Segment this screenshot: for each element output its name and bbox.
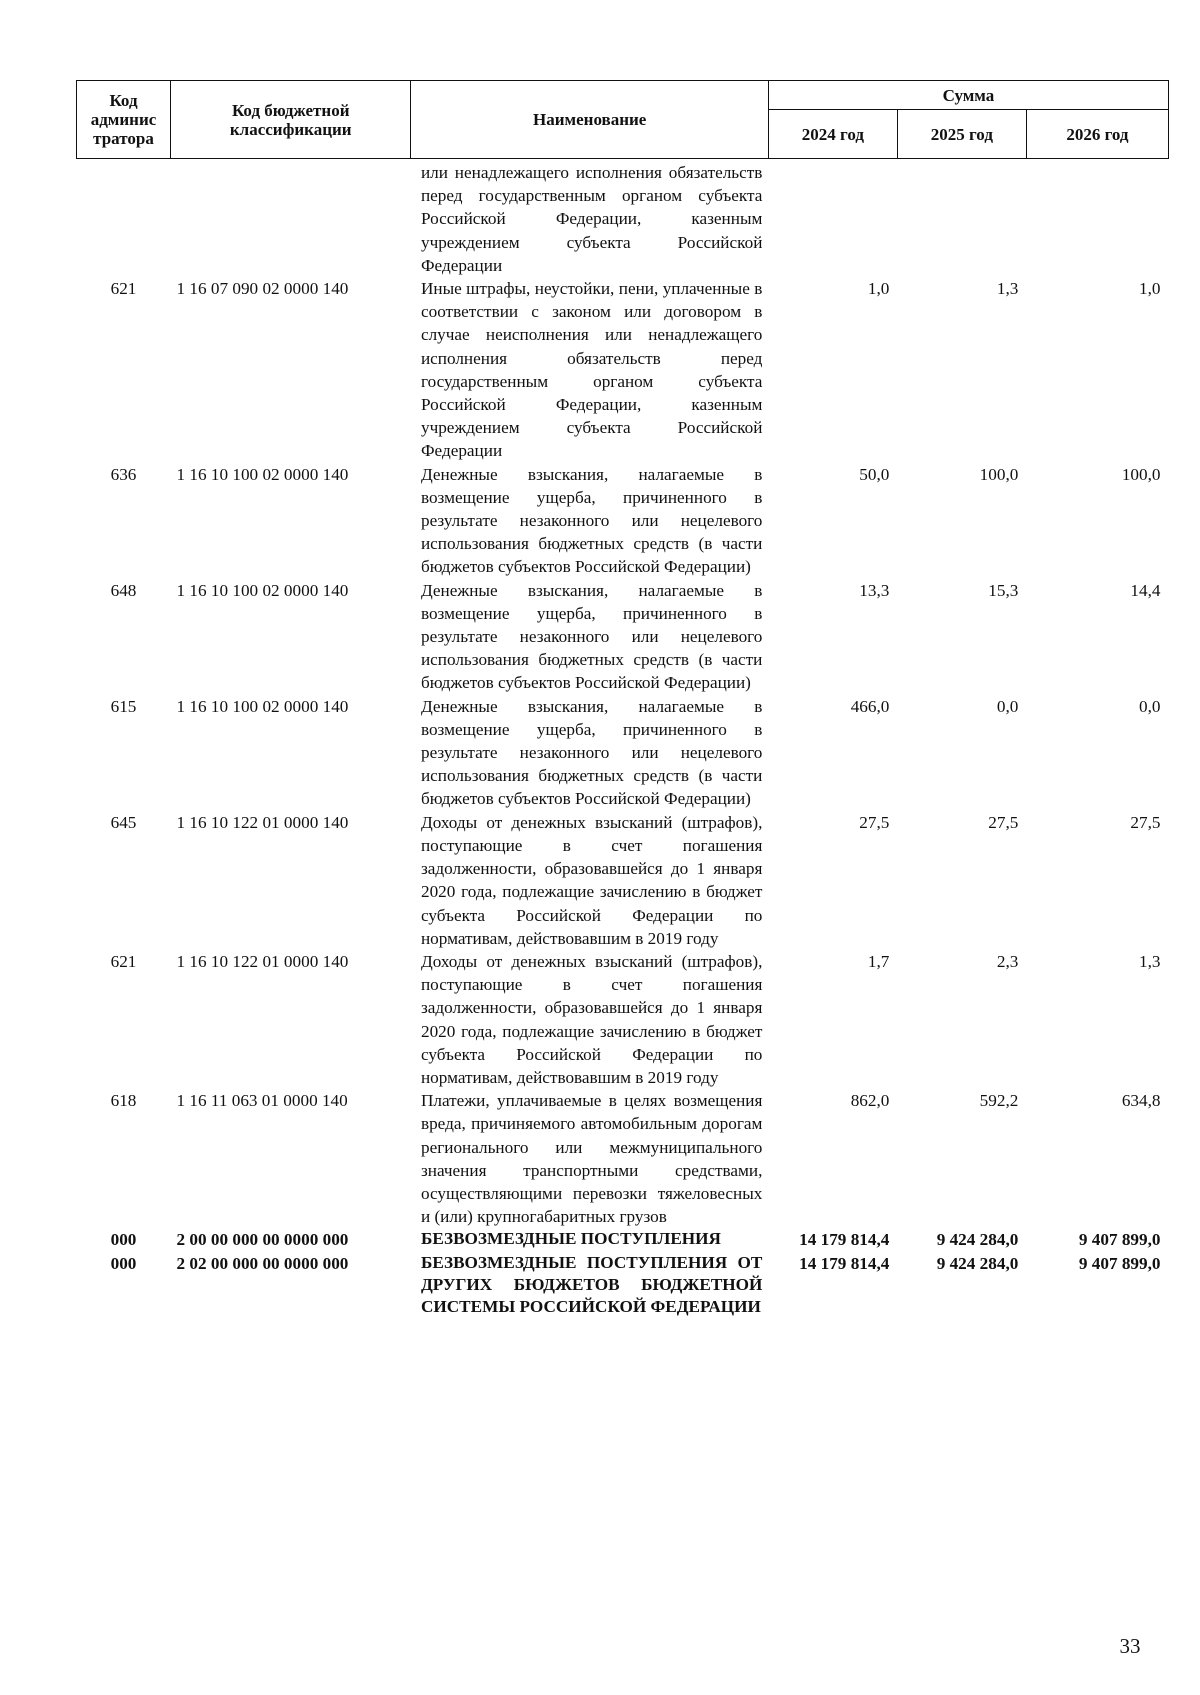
admin-code-cell: 621 — [110, 951, 137, 971]
sum-2026-cell: 1,0 — [1139, 279, 1161, 299]
sum-2024-cell: 50,0 — [859, 464, 890, 484]
table-row — [77, 579, 1169, 695]
name-cell: Доходы от денежных взысканий (штрафов), поступающие в счет погашения задолженности, образовавшейся до 1 января 2020 года, подлежащие зачислению в бюджет субъекта Российской Федерации по нормативам, действовавшим в 2019 году — [420, 812, 763, 948]
admin-code-cell: 645 — [110, 812, 137, 832]
sum-2026-cell: 14,4 — [1130, 580, 1161, 600]
sum-2024-cell: 466,0 — [850, 696, 890, 716]
kbk-cell: 1 16 11 063 01 0000 140 — [176, 1091, 348, 1111]
table-row-total — [77, 1252, 1169, 1318]
sum-2024-cell: 14 179 814,4 — [799, 1253, 890, 1273]
admin-code-cell: 636 — [110, 464, 137, 484]
name-cell: Доходы от денежных взысканий (штрафов), поступающие в счет погашения задолженности, образовавшейся до 1 января 2020 года, подлежащие зачислению в бюджет субъекта Российской Федерации по нормативам, действовавшим в 2019 году — [420, 951, 763, 1087]
continued-name-text: или ненадлежащего исполнения обязательств перед государственным органом субъекта Российской Федерации, казенным учреждением субъекта Российской Федерации — [420, 163, 763, 275]
table-row — [77, 950, 1169, 1089]
admin-code-cell: 000 — [110, 1230, 137, 1250]
name-cell: Иные штрафы, неустойки, пени, уплаченные в соответствии с законом или договором в случае неисполнения или ненадлежащего исполнения обязательств перед государственным органом субъекта Российской Федерации, казенным учреждением субъекта Российской Федерации — [420, 279, 763, 461]
header-name: Наименование — [411, 81, 768, 159]
sum-2024-cell: 27,5 — [859, 812, 890, 832]
kbk-cell: 1 16 07 090 02 0000 140 — [176, 279, 349, 299]
sum-2026-cell: 100,0 — [1121, 464, 1161, 484]
admin-code-cell: 648 — [110, 580, 137, 600]
sum-2025-cell: 0,0 — [996, 696, 1019, 716]
sum-2025-cell: 2,3 — [996, 951, 1019, 971]
sum-2025-cell: 15,3 — [988, 580, 1019, 600]
table-header-row — [77, 81, 1169, 110]
kbk-cell: 1 16 10 122 01 0000 140 — [176, 951, 349, 971]
name-cell: БЕЗВОЗМЕЗДНЫЕ ПОСТУПЛЕНИЯ — [420, 1229, 721, 1249]
sum-2025-cell: 27,5 — [988, 812, 1019, 832]
header-kbk: Код бюджетной классификации — [171, 81, 411, 159]
kbk-cell: 1 16 10 100 02 0000 140 — [176, 580, 349, 600]
admin-code-cell: 000 — [110, 1253, 137, 1273]
name-cell: Платежи, уплачиваемые в целях возмещения вреда, причиняемого автомобильным дорогам регионального или межмуниципального значения транспортными средствами, осуществляющими перевозки тяжеловесных и (или) крупногабаритных грузов — [420, 1091, 763, 1227]
kbk-cell: 1 16 10 100 02 0000 140 — [176, 464, 349, 484]
admin-code-cell: 615 — [110, 696, 137, 716]
sum-2026-cell: 9 407 899,0 — [1078, 1253, 1161, 1273]
sum-2026-cell: 634,8 — [1121, 1091, 1161, 1111]
sum-2026-cell: 1,3 — [1139, 951, 1161, 971]
sum-2024-cell: 13,3 — [859, 580, 890, 600]
table-row — [77, 695, 1169, 811]
kbk-cell: 1 16 10 122 01 0000 140 — [176, 812, 349, 832]
header-year-2024: 2024 год — [768, 110, 897, 159]
sum-2025-cell: 1,3 — [996, 279, 1019, 299]
admin-code-cell: 621 — [110, 279, 137, 299]
table-row — [77, 463, 1169, 579]
sum-2024-cell: 1,0 — [867, 279, 890, 299]
sum-2026-cell: 9 407 899,0 — [1078, 1230, 1161, 1250]
header-sum: Сумма — [768, 81, 1168, 110]
table-row-total — [77, 1228, 1169, 1251]
table-row-continuation — [77, 159, 1169, 278]
table-row — [77, 811, 1169, 950]
name-cell: Денежные взыскания, налагаемые в возмещение ущерба, причиненного в результате незаконного или нецелевого использования бюджетных средств (в части бюджетов субъектов Российской Федерации) — [420, 580, 763, 693]
kbk-cell: 1 16 10 100 02 0000 140 — [176, 696, 349, 716]
sum-2025-cell: 9 424 284,0 — [936, 1230, 1019, 1250]
budget-revenue-table — [76, 80, 1169, 1318]
header-admin-code: Код админис тратора — [77, 81, 171, 159]
header-year-2026: 2026 год — [1026, 110, 1168, 159]
table-row — [77, 1089, 1169, 1228]
sum-2024-cell: 862,0 — [850, 1091, 890, 1111]
name-cell: Денежные взыскания, налагаемые в возмещение ущерба, причиненного в результате незаконного или нецелевого использования бюджетных средств (в части бюджетов субъектов Российской Федерации) — [420, 696, 763, 809]
page-number: 33 — [1119, 1634, 1141, 1658]
sum-2025-cell: 592,2 — [979, 1091, 1019, 1111]
table-row — [77, 277, 1169, 463]
sum-2026-cell: 27,5 — [1130, 812, 1161, 832]
sum-2024-cell: 14 179 814,4 — [799, 1230, 890, 1250]
sum-2026-cell: 0,0 — [1139, 696, 1161, 716]
admin-code-cell: 618 — [110, 1091, 137, 1111]
name-cell: Денежные взыскания, налагаемые в возмещение ущерба, причиненного в результате незаконного или нецелевого использования бюджетных средств (в части бюджетов субъектов Российской Федерации) — [420, 464, 763, 577]
kbk-cell: 2 02 00 000 00 0000 000 — [176, 1253, 349, 1273]
sum-2025-cell: 100,0 — [979, 464, 1019, 484]
sum-2024-cell: 1,7 — [867, 951, 890, 971]
header-year-2025: 2025 год — [897, 110, 1026, 159]
name-cell: БЕЗВОЗМЕЗДНЫЕ ПОСТУПЛЕНИЯ ОТ ДРУГИХ БЮДЖЕТОВ БЮДЖЕТНОЙ СИСТЕМЫ РОССИЙСКОЙ ФЕДЕРАЦИИ — [420, 1252, 763, 1316]
kbk-cell: 2 00 00 000 00 0000 000 — [176, 1230, 349, 1250]
sum-2025-cell: 9 424 284,0 — [936, 1253, 1019, 1273]
